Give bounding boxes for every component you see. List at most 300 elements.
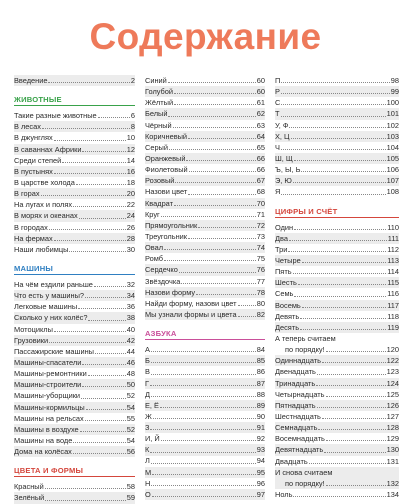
toc-entry[interactable]	[14, 379, 135, 390]
toc-entry-page: 127	[386, 411, 399, 421]
toc-entry-page: 24	[126, 211, 135, 221]
toc-entry-page: 44	[126, 346, 135, 356]
toc-entry-page: 38	[126, 313, 135, 323]
toc-entry[interactable]	[275, 120, 399, 131]
toc-entry[interactable]	[145, 209, 265, 220]
toc-entry-label: Квадрат	[145, 198, 174, 208]
toc-entry-label-continued: по порядку!	[285, 345, 325, 355]
toc-entry-label: Девятнадцать	[275, 445, 324, 455]
toc-entry-label: В морях и океанах	[14, 211, 78, 221]
toc-entry-page: 129	[386, 434, 399, 444]
toc-entry-page: 77	[256, 276, 265, 286]
toc-entry-label: Треугольник	[145, 231, 188, 241]
toc-entry-page: 54	[126, 402, 135, 412]
toc-entry-page: 66	[256, 153, 265, 163]
toc-entry-label: Белый	[145, 109, 168, 119]
toc-entry-page: 114	[387, 267, 399, 277]
section-heading-alphabet: АЗБУКА	[145, 329, 265, 340]
toc-entry-page: 68	[256, 187, 265, 197]
toc-entry-page: 101	[386, 109, 399, 119]
toc-entry[interactable]	[275, 433, 399, 444]
toc-entry-label: Наши любимцы	[14, 244, 69, 254]
toc-entry-label: Шесть	[275, 278, 297, 288]
toc-entry[interactable]	[145, 422, 265, 433]
toc-entry[interactable]	[14, 188, 135, 199]
column-2	[145, 75, 265, 500]
toc-entry-label: Ч	[275, 142, 280, 152]
toc-entry-label: Зелёный	[14, 493, 45, 503]
toc-entry[interactable]	[275, 333, 399, 355]
toc-entry-label: Среди степей	[14, 155, 62, 165]
toc-entry[interactable]	[145, 231, 265, 242]
toc-entry-page: 117	[387, 300, 399, 310]
toc-entry[interactable]	[145, 433, 265, 444]
toc-entry[interactable]	[275, 131, 399, 142]
toc-entry[interactable]	[14, 279, 135, 290]
toc-entry-page: 88	[256, 389, 265, 399]
toc-entry-page: 84	[256, 345, 265, 355]
toc-entry[interactable]	[14, 166, 135, 177]
toc-entry-page: 119	[387, 322, 399, 332]
list-alphabet-b	[275, 75, 399, 198]
toc-entry-label: Жёлтый	[145, 98, 174, 108]
toc-entry-label: Пятнадцать	[275, 400, 316, 410]
toc-entry[interactable]	[275, 233, 399, 244]
toc-entry-label: Ш, Щ	[275, 153, 293, 163]
toc-entry-page: 74	[256, 243, 265, 253]
page-title: Содержание	[89, 16, 322, 57]
toc-entry-label: Прямоугольник	[145, 220, 198, 230]
toc-entry[interactable]	[14, 390, 135, 401]
toc-entry[interactable]	[14, 144, 135, 155]
toc-entry-label: Два	[275, 233, 288, 243]
toc-entry-page: 107	[386, 176, 399, 186]
toc-entry-page: 116	[387, 289, 399, 299]
toc-entry-label: Семнадцать	[275, 423, 318, 433]
toc-entry-page: 134	[386, 489, 399, 499]
toc-entry[interactable]	[275, 322, 399, 333]
toc-entry-page: 99	[390, 87, 399, 97]
toc-entry-page: 98	[390, 75, 399, 85]
toc-entry[interactable]	[275, 311, 399, 322]
toc-entry-page: 60	[256, 75, 265, 85]
toc-entry[interactable]	[145, 220, 265, 231]
toc-entry-page: 64	[256, 131, 265, 141]
toc-entry[interactable]	[145, 242, 265, 253]
list-colors-b	[145, 75, 265, 320]
toc-entry-page: 132	[386, 478, 399, 488]
toc-entry-page: 28	[126, 233, 135, 243]
toc-entry-page: 78	[256, 287, 265, 297]
toc-entry-page: 67	[256, 176, 265, 186]
toc-entry[interactable]	[14, 446, 135, 457]
toc-entry-page: 6	[130, 111, 135, 121]
toc-entry-page: 73	[256, 231, 265, 241]
toc-entry-label: Машины-спасатели	[14, 357, 82, 367]
toc-entry-label: Назови форму	[145, 287, 196, 297]
toc-entry-page: 87	[256, 378, 265, 388]
toc-entry-label: З	[145, 423, 150, 433]
toc-entry[interactable]	[275, 467, 399, 489]
toc-entry[interactable]	[14, 481, 135, 492]
toc-entry-intro[interactable]: Введение 2	[14, 75, 135, 85]
toc-entry[interactable]	[14, 210, 135, 221]
toc-entry-label: Грузовики	[14, 335, 49, 345]
toc-entry-page: 85	[256, 356, 265, 366]
toc-entry-label: О	[145, 489, 151, 499]
toc-entry[interactable]	[275, 300, 399, 311]
toc-entry-page: 32	[126, 279, 135, 289]
toc-entry[interactable]	[145, 344, 265, 355]
toc-entry-page: 106	[386, 165, 399, 175]
toc-entry[interactable]	[145, 456, 265, 467]
toc-entry[interactable]	[145, 153, 265, 164]
toc-entry-label: Машины на рельсах	[14, 413, 84, 423]
toc-entry[interactable]	[275, 108, 399, 119]
toc-entry[interactable]	[14, 335, 135, 346]
toc-entry-label: Назови цвет	[145, 187, 188, 197]
toc-entry[interactable]	[145, 489, 265, 500]
toc-entry-label: В царстве холода	[14, 177, 75, 187]
toc-entry-page: 128	[386, 423, 399, 433]
toc-entry-label: Синий	[145, 75, 167, 85]
toc-entry[interactable]	[275, 411, 399, 422]
toc-entry-page: 86	[256, 367, 265, 377]
toc-entry-page: 95	[256, 467, 265, 477]
toc-entry-label: В горах	[14, 189, 40, 199]
list-numbers	[275, 222, 399, 501]
toc-entry[interactable]	[275, 389, 399, 400]
toc-entry[interactable]	[14, 290, 135, 301]
toc-entry[interactable]	[275, 186, 399, 197]
toc-entry[interactable]	[275, 75, 399, 86]
toc-entry-label: Восемь	[275, 300, 301, 310]
toc-entry-page: 42	[126, 335, 135, 345]
toc-entry-page: 113	[387, 255, 399, 265]
toc-entry-label: Фиолетовый	[145, 165, 188, 175]
column-3	[275, 75, 399, 500]
toc-entry[interactable]	[14, 402, 135, 413]
section-heading-numbers: ЦИФРЫ И СЧЁТ	[275, 207, 399, 218]
toc-entry[interactable]	[275, 400, 399, 411]
toc-entry-page: 82	[256, 309, 265, 319]
toc-entry[interactable]	[14, 413, 135, 424]
toc-entry[interactable]	[275, 422, 399, 433]
list-colors-a	[14, 481, 135, 503]
toc-entry[interactable]	[145, 400, 265, 411]
toc-entry-label: Пять	[275, 267, 292, 277]
toc-entry[interactable]	[275, 366, 399, 377]
toc-entry[interactable]	[145, 253, 265, 264]
toc-entry-page: 60	[256, 87, 265, 97]
toc-entry-page: 55	[126, 413, 135, 423]
toc-entry[interactable]	[145, 389, 265, 400]
toc-entry-label: Что есть у машины?	[14, 291, 84, 301]
toc-entry-page: 34	[126, 291, 135, 301]
toc-entry-label: Чёрный	[145, 120, 172, 130]
toc-entry[interactable]	[145, 309, 265, 320]
toc-entry-label: Четырнадцать	[275, 389, 325, 399]
toc-entry[interactable]	[145, 298, 265, 309]
toc-entry[interactable]	[14, 492, 135, 503]
toc-entry-label: Машины-ремонтники	[14, 369, 87, 379]
toc-entry[interactable]	[14, 110, 135, 121]
toc-entry-page: 26	[126, 222, 135, 232]
toc-entry-label: Б	[145, 356, 150, 366]
toc-entry-page: 59	[126, 493, 135, 503]
toc-entry-label: Х, Ц	[275, 131, 290, 141]
toc-entry[interactable]	[14, 301, 135, 312]
toc-entry[interactable]	[14, 244, 135, 255]
toc-entry[interactable]	[275, 142, 399, 153]
toc-entry-label: Легковые машины	[14, 302, 78, 312]
toc-entry-page: 30	[126, 244, 135, 254]
toc-entry-page: 97	[256, 489, 265, 499]
toc-entry[interactable]	[14, 368, 135, 379]
toc-entry-page: 62	[256, 109, 265, 119]
toc-entry-label: Д	[145, 389, 151, 399]
toc-entry[interactable]	[145, 478, 265, 489]
toc-entry-page: 102	[386, 120, 399, 130]
toc-entry-label: Звёздочка	[145, 276, 181, 286]
toc-entry-label: Дома на колёсах	[14, 447, 72, 457]
section-heading-animals: ЖИВОТНЫЕ	[14, 95, 135, 106]
toc-entry[interactable]	[145, 75, 265, 86]
list-animals	[14, 110, 135, 255]
toc-entry-label: Т	[275, 109, 280, 119]
toc-entry[interactable]	[145, 198, 265, 209]
toc-entry-label: Э, Ю	[275, 176, 292, 186]
toc-entry-label: На фермах	[14, 233, 53, 243]
toc-entry-page: 115	[387, 278, 399, 288]
toc-entry[interactable]	[275, 244, 399, 255]
toc-entry-page: 118	[387, 311, 399, 321]
toc-entry[interactable]	[275, 153, 399, 164]
toc-entry-page: 8	[130, 122, 135, 132]
toc-entry-page: 92	[256, 434, 265, 444]
toc-entry-label: В	[145, 367, 150, 377]
toc-entry[interactable]	[14, 155, 135, 166]
toc-entry-label: На лугах и полях	[14, 200, 73, 210]
toc-entry-page: 76	[256, 265, 265, 275]
toc-entry-label: Двенадцать	[275, 367, 316, 377]
toc-entry-label: Машины-кормильцы	[14, 402, 85, 412]
toc-entry-page: 70	[256, 198, 265, 208]
toc-entry[interactable]	[145, 411, 265, 422]
toc-entry-page: 36	[126, 302, 135, 312]
toc-entry-page: 96	[256, 478, 265, 488]
toc-entry[interactable]	[145, 378, 265, 389]
toc-entry[interactable]	[145, 120, 265, 131]
toc-entry-page: 108	[386, 187, 399, 197]
toc-entry[interactable]	[275, 97, 399, 108]
list-alphabet-a	[145, 344, 265, 500]
toc-entry-page: 46	[126, 357, 135, 367]
toc-entry-label: И снова считаем	[275, 467, 333, 477]
toc-entry-page: 52	[126, 424, 135, 434]
toc-entry[interactable]	[145, 175, 265, 186]
toc-entry-page: 122	[386, 356, 399, 366]
toc-entry-label: Один	[275, 222, 294, 232]
toc-entry-page: 56	[126, 447, 135, 457]
toc-entry-label: Я	[275, 187, 281, 197]
toc-entry-label: Девять	[275, 311, 300, 321]
toc-entry-page: 89	[256, 400, 265, 410]
toc-entry-label: Н	[145, 478, 151, 488]
toc-entry-label: Мотоциклы	[14, 324, 53, 334]
toc-entry[interactable]	[14, 199, 135, 210]
toc-entry-label: Семь	[275, 289, 294, 299]
toc-entry-label: Овал	[145, 243, 164, 253]
toc-entry-page: 20	[126, 189, 135, 199]
toc-entry-page: 18	[126, 177, 135, 187]
toc-entry[interactable]	[145, 108, 265, 119]
toc-entry[interactable]	[145, 287, 265, 298]
toc-entry-label: Машины в воздухе	[14, 424, 79, 434]
column-1	[14, 75, 135, 504]
toc-entry-label: В лесах	[14, 122, 41, 132]
toc-entry-page: 50	[126, 380, 135, 390]
toc-entry-label: Сердечко	[145, 265, 178, 275]
toc-entry[interactable]	[145, 467, 265, 478]
toc-entry-label: На чём ездили раньше	[14, 279, 93, 289]
toc-entry-label: М	[145, 467, 152, 477]
toc-entry-label: У, Ф	[275, 120, 289, 130]
toc-entry-page: 131	[386, 456, 399, 466]
toc-entry[interactable]	[275, 355, 399, 366]
toc-entry[interactable]	[275, 288, 399, 299]
toc-entry-page: 110	[387, 222, 399, 232]
toc-entry-page: 65	[256, 142, 265, 152]
toc-entry-page: 48	[126, 369, 135, 379]
toc-entry-label: В джунглях	[14, 133, 53, 143]
toc-entry-page: 90	[256, 411, 265, 421]
toc-entry[interactable]	[14, 346, 135, 357]
toc-entry[interactable]	[14, 222, 135, 233]
toc-entry-page: 72	[256, 220, 265, 230]
toc-entry[interactable]	[14, 312, 135, 323]
toc-entry[interactable]	[145, 186, 265, 197]
toc-entry-page: 75	[256, 254, 265, 264]
toc-entry-label: А	[145, 345, 150, 355]
toc-entry-label: Ноль	[275, 489, 293, 499]
toc-entry-label: Ж	[145, 411, 152, 421]
toc-entry-page: 104	[386, 142, 399, 152]
toc-entry[interactable]	[14, 132, 135, 143]
toc-entry[interactable]	[14, 177, 135, 188]
toc-entry[interactable]	[275, 489, 399, 500]
toc-entry-label: Три	[275, 244, 288, 254]
toc-entry[interactable]	[145, 355, 265, 366]
toc-entry-page: 91	[256, 423, 265, 433]
toc-entry[interactable]	[145, 142, 265, 153]
toc-entry-page: 12	[126, 144, 135, 154]
section-heading-colors: ЦВЕТА И ФОРМЫ	[14, 466, 135, 477]
toc-entry-label: Четыре	[275, 255, 301, 265]
list-machines	[14, 279, 135, 457]
toc-entry[interactable]	[275, 164, 399, 175]
toc-entry-label: Десять	[275, 322, 300, 332]
toc-entry-label: Ъ, Ы, Ь	[275, 165, 301, 175]
toc-entry-label: П	[275, 75, 281, 85]
toc-entry[interactable]	[145, 444, 265, 455]
toc-entry-page: 124	[386, 378, 399, 388]
toc-entry-label: Шестнадцать	[275, 411, 321, 421]
toc-entry[interactable]	[145, 131, 265, 142]
toc-entry[interactable]	[14, 233, 135, 244]
toc-entry-page: 125	[386, 389, 399, 399]
toc-entry[interactable]	[275, 255, 399, 266]
toc-entry[interactable]	[14, 424, 135, 435]
toc-entry-page: 40	[126, 324, 135, 334]
toc-entry-page: 130	[386, 445, 399, 455]
toc-entry-page: 120	[386, 345, 399, 355]
toc-entry[interactable]	[14, 357, 135, 368]
toc-entry-page: 71	[256, 209, 265, 219]
toc-entry-label: И, Й	[145, 434, 160, 444]
toc-entry[interactable]	[145, 97, 265, 108]
toc-entry-page: 126	[386, 400, 399, 410]
toc-entry-page: 112	[387, 244, 399, 254]
toc-entry-page: 54	[126, 435, 135, 445]
toc-entry[interactable]	[275, 266, 399, 277]
toc-entry[interactable]	[145, 276, 265, 287]
toc-entry-label: Пассажирские машины	[14, 346, 94, 356]
toc-entry-page: 103	[386, 131, 399, 141]
toc-entry[interactable]	[145, 86, 265, 97]
toc-entry-page: 100	[386, 98, 399, 108]
toc-entry-page: 111	[387, 233, 399, 243]
toc-entry[interactable]	[145, 366, 265, 377]
toc-entry-page: 58	[126, 482, 135, 492]
toc-entry[interactable]	[145, 164, 265, 175]
toc-entry[interactable]	[275, 277, 399, 288]
toc-entry-label: В городах	[14, 222, 48, 232]
toc-entry-page: 16	[126, 166, 135, 176]
toc-entry-label: Мы узнали формы и цвета	[145, 309, 237, 319]
toc-entry[interactable]	[275, 175, 399, 186]
toc-entry-label: Восемнадцать	[275, 434, 325, 444]
toc-entry-page: 105	[386, 153, 399, 163]
toc-entry-label: Е, Ё	[145, 400, 159, 410]
toc-entry-page: 52	[126, 391, 135, 401]
toc-entry[interactable]	[275, 378, 399, 389]
toc-entry-label: Тринадцать	[275, 378, 316, 388]
toc-entry-label: С	[275, 98, 281, 108]
toc-entry-label: Сколько у них колёс?	[14, 313, 88, 323]
toc-entry[interactable]	[275, 456, 399, 467]
section-heading-machines: МАШИНЫ	[14, 264, 135, 275]
toc-entry-label: Машины на воде	[14, 435, 73, 445]
toc-entry-label: Круг	[145, 209, 160, 219]
toc-entry[interactable]	[275, 444, 399, 455]
toc-entry-label: В пустынях	[14, 166, 53, 176]
toc-entry-label: Голубой	[145, 87, 174, 97]
toc-entry-label: Красный	[14, 482, 44, 492]
toc-entry[interactable]	[145, 264, 265, 275]
toc-entry-label: Двадцать	[275, 456, 308, 466]
toc-entry[interactable]	[275, 222, 399, 233]
toc-entry-page: 94	[256, 456, 265, 466]
toc-entry[interactable]	[14, 324, 135, 335]
toc-entry-label: Машины-уборщики	[14, 391, 81, 401]
toc-entry-label: Л	[145, 456, 150, 466]
toc-entry-label: А теперь считаем	[275, 333, 336, 343]
toc-entry[interactable]	[14, 435, 135, 446]
toc-entry[interactable]	[14, 121, 135, 132]
toc-entry[interactable]	[275, 86, 399, 97]
toc-entry-label-continued: по порядку!	[285, 478, 325, 488]
